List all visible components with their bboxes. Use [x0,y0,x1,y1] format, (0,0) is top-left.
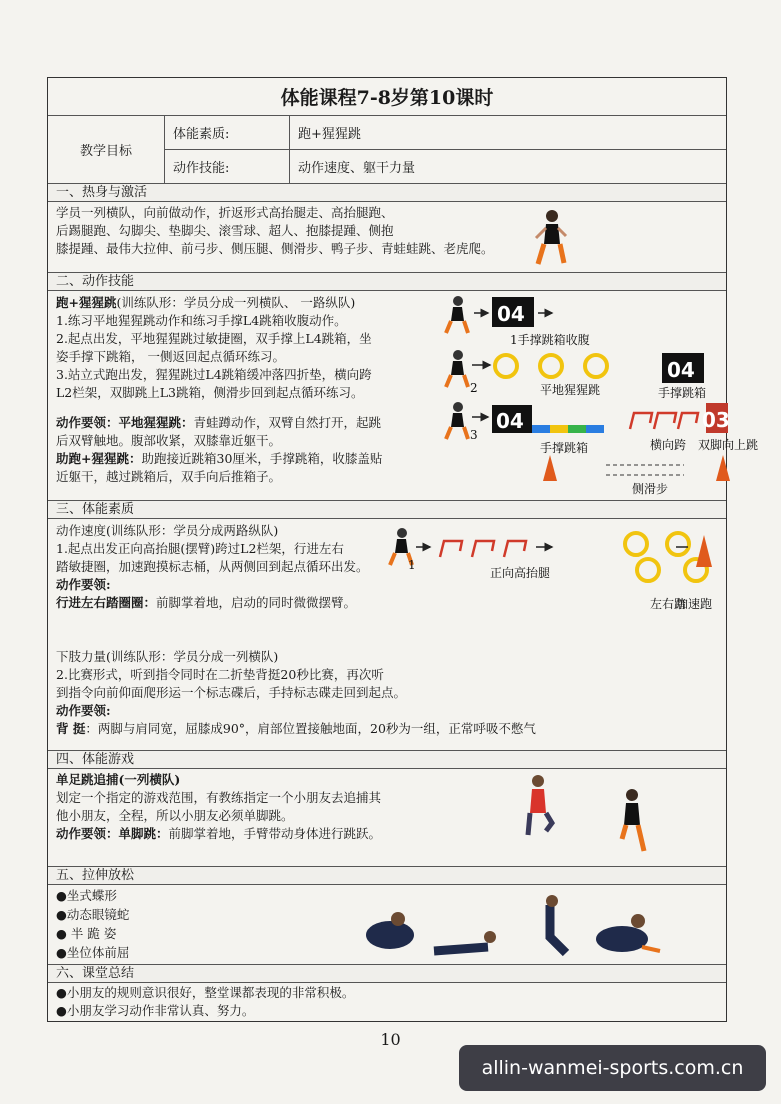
goal-value-skill: 动作速度、躯干力量 [298,161,416,176]
section-skills-body [48,291,759,501]
warmup-line: 学员一列横队，向前做动作，折返形式高抬腿走、高抬腿跑、 [56,205,394,220]
stretch-item: ●坐位体前屈 [56,945,130,960]
section-stretch-body [48,885,726,965]
child-figure-1 [446,296,468,333]
game-line: 划定一个指定的游戏范围，有教练指定一个小朋友去追捕其 [56,790,382,805]
stretch-item: ● 半 跪 姿 [56,926,117,941]
caption-vault-box: 手撑跳箱 [540,441,589,455]
caption-box-tuck: 1手撑跳箱收腹 [510,333,590,347]
fitness-req4-label: 背 挺 [56,721,86,736]
agility-ring [625,533,647,555]
hurdle [654,413,676,429]
folding-mat [568,425,586,433]
jump-box-2-number: 04 [667,358,695,382]
skills-req2-label: 助跑+猩猩跳： [56,451,142,466]
goal-label: 教学目标 [48,116,165,183]
fitness-req2: 前脚掌着地，启动的同时微微摆臂。 [156,595,357,610]
fitness-line: 2.比赛形式，听到指令同时在二折垫背挺20秒比赛，再次听 [56,667,384,682]
skills-subtitle: (训练队形：学员分成一列横队、 一路纵队) [116,295,356,310]
section-game-header: 四、体能游戏 [48,751,726,769]
agility-ring [585,355,607,377]
fitness-sub1: 动作速度(训练队形：学员分成两路纵队) [56,523,279,538]
stretch-poses-photo [360,897,660,959]
skills-req2: 助跑接近跳箱30厘米，手撑跳箱，收膝盖贴 [141,451,383,466]
caption-side-step-over: 横向跨 [650,438,687,452]
fitness-req4: ：两脚与肩同宽，屈膝成90°，肩部位置接触地面，20秒为一组，正常呼吸不憋气 [85,721,536,736]
stretch-item: ●动态眼镜蛇 [56,907,130,922]
caption-side-slide: 侧滑步 [632,482,669,496]
hurdle [472,541,494,557]
hurdle [630,413,652,429]
game-req: 前脚掌着地，手臂带动身体进行跳跃。 [168,826,382,841]
skills-line: 2.起点出发，平地猩猩跳过敏捷圈，双手撑上L4跳箱，坐 [56,331,372,346]
fitness-req3-label: 动作要领: [56,703,111,718]
lesson-plan-table [47,77,759,1022]
teaching-goal-row [48,116,726,184]
route-number-3: 3 [470,428,478,442]
folding-mat [586,425,604,433]
child-figure-3 [446,402,468,439]
folding-mat [532,425,550,433]
folding-mat [550,425,568,433]
skills-subtitle-bold: 跑+猩猩跳 [56,295,117,310]
goal-key-skill: 动作技能: [173,161,230,176]
hopping-children-photo [522,773,662,863]
site-watermark: allin-wanmei-sports.com.cn [459,1045,766,1091]
skills-req1: 青蛙蹲动作，双臂自然打开，起跳 [193,415,382,430]
goal-key-fitness: 体能素质: [165,116,289,150]
section-stretch-header: 五、拉伸放松 [48,867,726,885]
caption-high-knees: 正向高抬腿 [490,566,551,580]
warmup-line: 膝提踵、最伟大拉伸、前弓步、侧压腿、侧滑步、鸭子步、青蛙蛙跳、老虎爬。 [56,241,494,256]
page-number: 10 [380,1030,401,1049]
cone-icon [696,535,712,567]
hurdle [678,413,698,429]
hurdle [440,541,462,557]
skills-line: L2栏架，双脚跳上L3跳箱，侧滑步回到起点循环练习。 [56,385,364,400]
jump-box-4-number: 03 [702,408,730,432]
agility-ring [637,559,659,581]
summary-item: ●小朋友学习动作非常认真、努力。 [56,1003,255,1018]
game-subtitle: 单足跳追捕(一列横队) [56,772,181,787]
agility-ring [495,355,517,377]
game-line: 他小朋友，全程，所以小朋友必须单脚跳。 [56,808,294,823]
cone-icon [543,455,557,481]
child-figure-2 [446,350,468,387]
caption-hand-box: 手撑跳箱 [658,386,707,400]
fitness-line: 到指令向前仰面爬形运一个标志碟后，手持标志碟走回到起点。 [56,685,407,700]
fitness-line: 1.起点出发正向高抬腿(摆臂)跨过L2栏架，行进左右 [56,541,344,556]
drill-number: 1 [408,558,416,572]
section-summary-header: 六、课堂总结 [48,965,726,983]
agility-ring [540,355,562,377]
section-fitness-body [48,519,726,751]
skills-line: 3.站立式跑出发，猩猩跳过L4跳箱缓冲落四折垫，横向跨 [56,367,372,382]
skills-diagram [440,291,759,499]
skills-req1-cont: 后双臂触地。腹部收紧，双膝靠近躯干。 [56,433,282,448]
section-warmup-body [48,202,726,273]
document-title: 体能课程7-8岁第10课时 [48,78,726,116]
fitness-req2-label: 行进左右踏圈圈： [56,595,157,610]
fitness-line: 踏敏捷圈，加速跑摸标志桶，从两侧回到起点循环出发。 [56,559,369,574]
jump-box-3-number: 04 [496,409,524,433]
jump-box-1-number: 04 [497,302,525,326]
section-warmup-header: 一、热身与激活 [48,184,726,202]
skills-req1-label: 动作要领：平地猩猩跳： [56,415,194,430]
section-game-body [48,769,726,867]
running-child-photo [530,208,570,270]
skills-line: 1.练习平地猩猩跳动作和练习手撑L4跳箱收腹动作。 [56,313,347,328]
cone-area [674,525,728,615]
cone-icon [716,455,730,481]
caption-left-right: 左右踏 [650,597,687,611]
fitness-req-label: 动作要领: [56,577,111,592]
summary-item: ●小朋友的规则意识很好，整堂课都表现的非常积极。 [56,985,355,1000]
game-req-label: 动作要领：单脚跳： [56,826,169,841]
section-summary-body [48,983,726,1021]
warmup-line: 后踢腿跑、勾脚尖、垫脚尖、滚雪球、超人、抱膝提踵、侧抱 [56,223,394,238]
caption-double-jump-up: 双脚向上跳 [698,438,759,452]
goal-value-fitness: 跑+猩猩跳 [290,116,726,150]
caption-flat-gorilla: 平地猩猩跳 [540,383,601,397]
section-fitness-header: 三、体能素质 [48,501,726,519]
route-number-2: 2 [470,381,478,395]
section-skills-header: 二、动作技能 [48,273,726,291]
fitness-sub2: 下肢力量(训练队形：学员分成一列横队) [56,649,279,664]
caption-sprint: 加速跑 [676,597,713,611]
skills-line: 姿手撑下跳箱， 一侧返回起点循环练习。 [56,349,285,364]
hurdle [504,541,526,557]
skills-req2-cont: 近躯干，越过跳箱后，双手向后推箱子。 [56,469,282,484]
stretch-item: ●坐式蝶形 [56,888,117,903]
